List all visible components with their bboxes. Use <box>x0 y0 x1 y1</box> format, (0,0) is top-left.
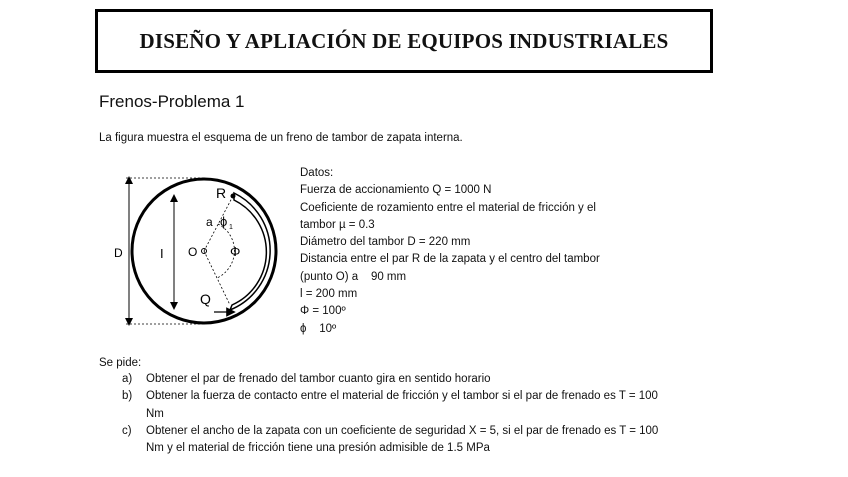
task-list <box>122 371 676 457</box>
datos-line: Coeficiente de rozamiento entre el material de fricción y el <box>300 201 596 214</box>
problem-subtitle: Frenos-Problema 1 <box>99 92 245 111</box>
datos-block <box>300 165 600 338</box>
se-pide-heading: Se pide: <box>99 357 142 369</box>
datos-line: Diámetro del tambor D = 220 mm <box>300 236 471 249</box>
label-phi1-sub: 1 <box>229 224 233 231</box>
task-label: a) <box>122 373 133 385</box>
label-d: D <box>114 246 123 260</box>
title-box <box>95 9 713 73</box>
task-item <box>122 371 676 388</box>
label-q: Q <box>200 291 211 307</box>
task-label: c) <box>122 424 132 437</box>
datos-line: (punto O) a 90 mm <box>300 270 407 283</box>
drum-brake-diagram <box>112 172 302 332</box>
label-o: O <box>188 245 198 259</box>
label-l: I <box>160 246 164 261</box>
label-phi: Φ <box>230 244 241 259</box>
task-text: Obtener el par de frenado del tambor cuanto gira en sentido horario <box>146 373 491 385</box>
task-item <box>122 423 676 458</box>
datos-line: ϕ 10º <box>300 322 337 335</box>
label-a: a <box>206 215 213 229</box>
label-phi1: ϕ <box>220 214 228 229</box>
datos-line: l = 200 mm <box>300 288 358 301</box>
task-item <box>122 388 676 423</box>
datos-line: Distancia entre el par R de la zapata y el centro del tambor <box>300 253 600 266</box>
task-text: Obtener la fuerza de contacto entre el material de fricción y el tambor si el par de frenado es T = 100 Nm <box>146 390 658 420</box>
task-text: Obtener el ancho de la zapata con un coeficiente de seguridad X = 5, si el par de frenado es T = 100 Nm y el material de fricción tiene una presión admisible de 1.5 MPa <box>146 424 659 455</box>
document-title: DISEÑO Y APLIACIÓN DE EQUIPOS INDUSTRIALES <box>139 28 669 53</box>
datos-line: Φ = 100º <box>300 305 346 318</box>
datos-line: tambor µ = 0.3 <box>300 218 375 231</box>
datos-line: Datos: <box>300 167 334 179</box>
task-label: b) <box>122 390 133 403</box>
datos-line: Fuerza de accionamiento Q = 1000 N <box>300 184 492 197</box>
label-r: R <box>216 185 227 201</box>
intro-paragraph: La figura muestra el esquema de un freno de tambor de zapata interna. <box>99 132 463 144</box>
